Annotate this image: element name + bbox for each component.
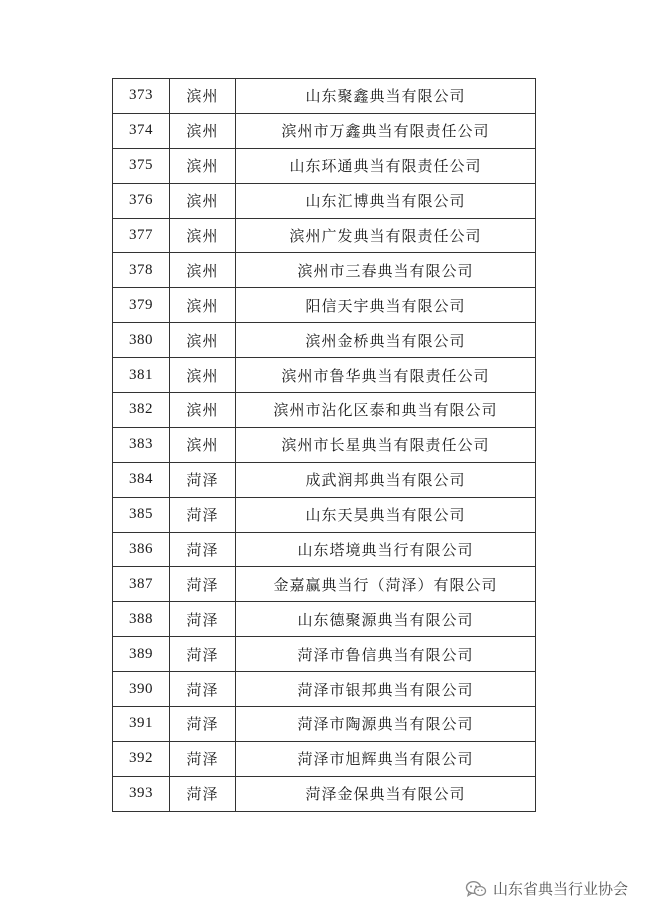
row-number: 383 xyxy=(113,427,170,462)
company-table-container xyxy=(112,78,535,812)
row-city: 菏泽 xyxy=(170,602,236,637)
row-company-name: 滨州市万鑫典当有限责任公司 xyxy=(236,113,536,148)
row-company-name: 阳信天宇典当有限公司 xyxy=(236,288,536,323)
table-row xyxy=(113,567,536,602)
table-row xyxy=(113,358,536,393)
wechat-icon xyxy=(465,880,487,898)
row-company-name: 菏泽金保典当有限公司 xyxy=(236,776,536,811)
watermark-text: 山东省典当行业协会 xyxy=(492,880,628,898)
row-city: 滨州 xyxy=(170,288,236,323)
row-company-name: 滨州市鲁华典当有限责任公司 xyxy=(236,358,536,393)
row-number: 381 xyxy=(113,358,170,393)
row-company-name: 山东聚鑫典当有限公司 xyxy=(236,79,536,114)
row-company-name: 金嘉赢典当行（菏泽）有限公司 xyxy=(236,567,536,602)
row-number: 393 xyxy=(113,776,170,811)
row-city: 滨州 xyxy=(170,183,236,218)
row-company-name: 滨州市三春典当有限公司 xyxy=(236,253,536,288)
row-number: 392 xyxy=(113,741,170,776)
row-company-name: 山东塔境典当行有限公司 xyxy=(236,532,536,567)
row-city: 菏泽 xyxy=(170,741,236,776)
table-row xyxy=(113,741,536,776)
row-city: 滨州 xyxy=(170,253,236,288)
table-row xyxy=(113,253,536,288)
row-number: 373 xyxy=(113,79,170,114)
row-city: 滨州 xyxy=(170,113,236,148)
table-row xyxy=(113,113,536,148)
table-row xyxy=(113,707,536,742)
row-company-name: 山东环通典当有限责任公司 xyxy=(236,148,536,183)
row-city: 滨州 xyxy=(170,79,236,114)
row-company-name: 山东天昊典当有限公司 xyxy=(236,497,536,532)
row-number: 384 xyxy=(113,462,170,497)
table-row xyxy=(113,393,536,428)
table-body xyxy=(113,79,536,812)
row-number: 386 xyxy=(113,532,170,567)
row-city: 菏泽 xyxy=(170,462,236,497)
row-city: 菏泽 xyxy=(170,532,236,567)
row-company-name: 菏泽市陶源典当有限公司 xyxy=(236,707,536,742)
row-number: 391 xyxy=(113,707,170,742)
table-row xyxy=(113,672,536,707)
table-row xyxy=(113,602,536,637)
table-row xyxy=(113,776,536,811)
row-city: 滨州 xyxy=(170,427,236,462)
table-row xyxy=(113,462,536,497)
row-city: 滨州 xyxy=(170,148,236,183)
row-city: 菏泽 xyxy=(170,776,236,811)
row-number: 387 xyxy=(113,567,170,602)
row-company-name: 山东汇博典当有限公司 xyxy=(236,183,536,218)
table-row xyxy=(113,427,536,462)
row-city: 滨州 xyxy=(170,323,236,358)
row-number: 385 xyxy=(113,497,170,532)
row-number: 390 xyxy=(113,672,170,707)
row-company-name: 滨州金桥典当有限公司 xyxy=(236,323,536,358)
table-row xyxy=(113,183,536,218)
row-city: 菏泽 xyxy=(170,637,236,672)
row-city: 滨州 xyxy=(170,358,236,393)
watermark xyxy=(465,878,628,899)
table-row xyxy=(113,288,536,323)
row-number: 378 xyxy=(113,253,170,288)
row-city: 菏泽 xyxy=(170,497,236,532)
row-city: 滨州 xyxy=(170,218,236,253)
table-row xyxy=(113,79,536,114)
row-number: 375 xyxy=(113,148,170,183)
row-company-name: 菏泽市旭辉典当有限公司 xyxy=(236,741,536,776)
table-row xyxy=(113,148,536,183)
row-company-name: 滨州市长星典当有限责任公司 xyxy=(236,427,536,462)
table-row xyxy=(113,218,536,253)
row-city: 滨州 xyxy=(170,393,236,428)
table-row xyxy=(113,323,536,358)
row-number: 374 xyxy=(113,113,170,148)
row-number: 376 xyxy=(113,183,170,218)
table-row xyxy=(113,637,536,672)
row-company-name: 成武润邦典当有限公司 xyxy=(236,462,536,497)
row-company-name: 山东德聚源典当有限公司 xyxy=(236,602,536,637)
row-company-name: 滨州市沾化区泰和典当有限公司 xyxy=(236,393,536,428)
row-number: 380 xyxy=(113,323,170,358)
row-number: 388 xyxy=(113,602,170,637)
row-number: 379 xyxy=(113,288,170,323)
table-row xyxy=(113,532,536,567)
row-number: 377 xyxy=(113,218,170,253)
row-city: 菏泽 xyxy=(170,567,236,602)
row-city: 菏泽 xyxy=(170,672,236,707)
row-company-name: 滨州广发典当有限责任公司 xyxy=(236,218,536,253)
row-number: 382 xyxy=(113,393,170,428)
row-company-name: 菏泽市鲁信典当有限公司 xyxy=(236,637,536,672)
row-city: 菏泽 xyxy=(170,707,236,742)
row-number: 389 xyxy=(113,637,170,672)
pawnshop-company-table xyxy=(112,78,536,812)
row-company-name: 菏泽市银邦典当有限公司 xyxy=(236,672,536,707)
table-row xyxy=(113,497,536,532)
